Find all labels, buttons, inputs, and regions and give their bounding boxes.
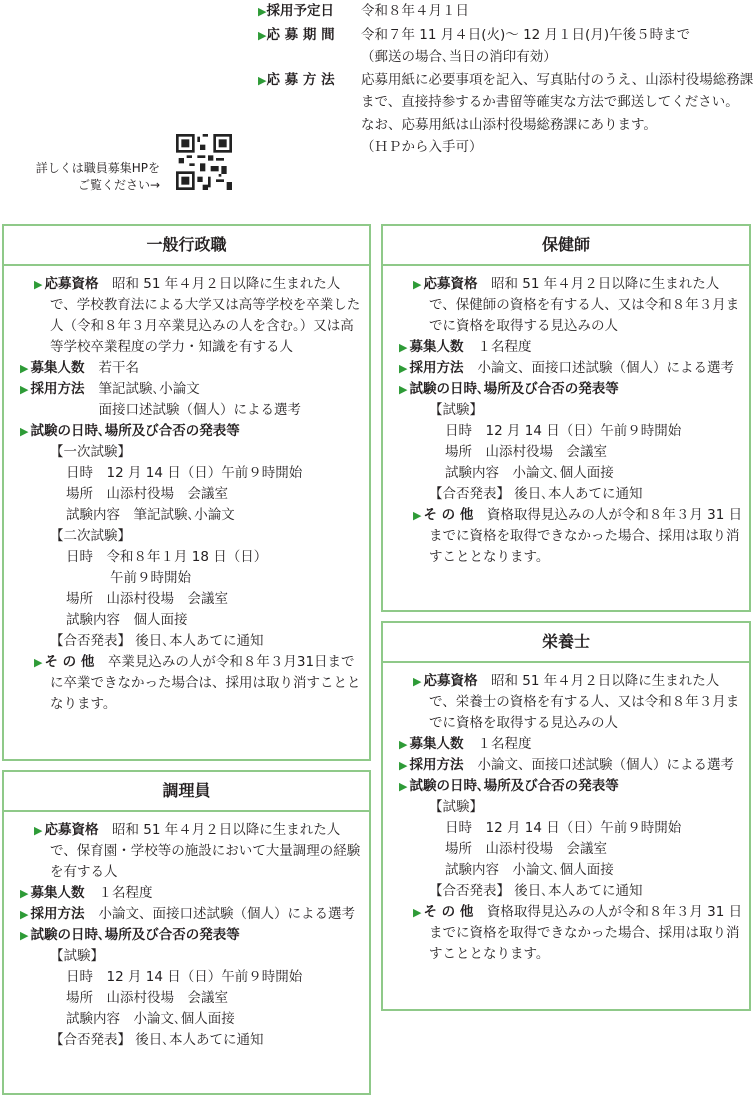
selection-method: ▶ 採用方法 小論文、面接口述試験（個人）による選考 <box>20 906 355 922</box>
info-row-period: ▶応 募 期 間 令和７年 11 月４日(火)～ 12 月１日(月)午後５時まで （郵送の場合､当日の消印有効） <box>258 26 691 65</box>
recruit-count: ▶ 募集人数 若干名 <box>20 360 139 376</box>
info-row-method: ▶応 募 方 法 応募用紙に必要事項を記入、写真貼付のうえ、山添村役場総務課まで、直接持参するか書留等確実な方法で郵送してください。 なお、応募用紙は山添村役場総務課にあります。 （ＨＰから入手可） <box>258 71 754 155</box>
selection-method: ▶ 採用方法 小論文、面接口述試験（個人）による選考 <box>399 757 734 773</box>
triangle-icon: ▶ <box>413 675 422 688</box>
box-dietitian: 栄養士 ▶ 応募資格 昭和 51 年４月２日以降に生まれた人で、栄養士の資格を有する人、又は令和８年３月までに資格を取得する見込みの人 ▶ 募集人数 １名程度 ▶ 採用方法 小論文、面接口述試験（個人）による選考 ▶ 試験の日時､場所及び合否の発表等 【試験】 日時 12 月 14 日（日）午前９時開始 場所 山添村役場 会議室 試験内容 小論文､個人面接 【合否発表】 後日､本人あてに通知 ▶ そ の 他 資格取得見込みの人が令和８年３月 31 日までに資格を取得できなかった場合、採用は取り消すこととなります。 <box>381 621 751 1011</box>
box-general-administration: 一般行政職 ▶ 応募資格 昭和 51 年４月２日以降に生まれた人で、学校教育法による大学又は高等学校を卒業した人（令和８年３月卒業見込みの人を含む。）又は高等学校卒業程度の学力・知識を有する人 ▶ 募集人数 若干名 ▶ 採用方法 筆記試験､小論文 面接口述試験（個人）による選考 ▶ 試験の日時､場所及び合否の発表等 【一次試験】 日時 12 月 14 日（日）午前９時開始 場所 山添村役場 会議室 試験内容 筆記試験､小論文 【二次試験】 日時 令和８年１月 18 日（日） 午前９時開始 場所 山添村役場 会議室 試験内容 個人面接 【合否発表】 後日､本人あてに通知 ▶ そ の 他 卒業見込みの人が令和８年３月31日までに卒業できなかった場合は、採用は取り消すこととなります。 <box>2 224 371 761</box>
box-public-health-nurse: 保健師 ▶ 応募資格 昭和 51 年４月２日以降に生まれた人で、保健師の資格を有する人、又は令和８年３月までに資格を取得する見込みの人 ▶ 募集人数 １名程度 ▶ 採用方法 小論文、面接口述試験（個人）による選考 ▶ 試験の日時､場所及び合否の発表等 【試験】 日時 12 月 14 日（日）午前９時開始 場所 山添村役場 会議室 試験内容 小論文､個人面接 【合否発表】 後日､本人あてに通知 ▶ そ の 他 資格取得見込みの人が令和８年３月 31 日までに資格を取得できなかった場合、採用は取り消すこととなります。 <box>381 224 751 612</box>
triangle-icon: ▶ <box>258 5 267 18</box>
recruit-count: ▶ 募集人数 １名程度 <box>399 339 532 355</box>
triangle-icon: ▶ <box>34 656 43 669</box>
triangle-icon: ▶ <box>258 28 267 42</box>
triangle-icon: ▶ <box>399 341 408 354</box>
triangle-icon: ▶ <box>399 759 408 772</box>
triangle-icon: ▶ <box>413 278 422 291</box>
triangle-icon: ▶ <box>20 929 29 942</box>
box-title: 保健師 <box>383 226 749 266</box>
triangle-icon: ▶ <box>413 906 422 919</box>
box-cook: 調理員 ▶ 応募資格 昭和 51 年４月２日以降に生まれた人で、保育園・学校等の施設において大量調理の経験を有する人 ▶ 募集人数 １名程度 ▶ 採用方法 小論文、面接口述試験（個人）による選考 ▶ 試験の日時､場所及び合否の発表等 【試験】 日時 12 月 14 日（日）午前９時開始 場所 山添村役場 会議室 試験内容 小論文､個人面接 【合否発表】 後日､本人あてに通知 <box>2 770 371 1095</box>
triangle-icon: ▶ <box>20 908 29 921</box>
triangle-icon: ▶ <box>20 362 29 375</box>
exam-heading: ▶ 試験の日時､場所及び合否の発表等 <box>399 778 619 794</box>
triangle-icon: ▶ <box>20 383 29 396</box>
selection-method: ▶ 採用方法 筆記試験､小論文 面接口述試験（個人）による選考 <box>20 381 301 418</box>
triangle-icon: ▶ <box>399 780 408 793</box>
recruit-count: ▶ 募集人数 １名程度 <box>20 885 153 901</box>
recruit-count: ▶ 募集人数 １名程度 <box>399 736 532 752</box>
info-row-start-date: ▶採用予定日 令和８年４月１日 <box>258 3 469 19</box>
triangle-icon: ▶ <box>399 738 408 751</box>
triangle-icon: ▶ <box>399 362 408 375</box>
exam-heading: ▶ 試験の日時､場所及び合否の発表等 <box>20 927 240 943</box>
qualification: ▶ 応募資格 昭和 51 年４月２日以降に生まれた人で、保育園・学校等の施設において大量調理の経験を有する人 <box>34 822 361 880</box>
qr-code-icon[interactable] <box>176 134 232 190</box>
other-notes: ▶ そ の 他 資格取得見込みの人が令和８年３月 31 日までに資格を取得できなかった場合、採用は取り消すこととなります。 <box>413 507 743 565</box>
triangle-icon: ▶ <box>34 824 43 837</box>
box-title: 一般行政職 <box>4 226 369 266</box>
application-info <box>258 0 755 159</box>
triangle-icon: ▶ <box>34 278 43 291</box>
qualification: ▶ 応募資格 昭和 51 年４月２日以降に生まれた人で、栄養士の資格を有する人、又は令和８年３月までに資格を取得する見込みの人 <box>413 673 740 731</box>
qr-caption: 詳しくは職員募集HPを ご覧ください→ <box>35 161 160 192</box>
qualification: ▶ 応募資格 昭和 51 年４月２日以降に生まれた人で、学校教育法による大学又は高等学校を卒業した人（令和８年３月卒業見込みの人を含む。）又は高等学校卒業程度の学力・知識を有する人 <box>34 276 361 355</box>
triangle-icon: ▶ <box>20 425 29 438</box>
triangle-icon: ▶ <box>20 887 29 900</box>
triangle-icon: ▶ <box>399 383 408 396</box>
qualification: ▶ 応募資格 昭和 51 年４月２日以降に生まれた人で、保健師の資格を有する人、又は令和８年３月までに資格を取得する見込みの人 <box>413 276 740 334</box>
other-notes: ▶ そ の 他 資格取得見込みの人が令和８年３月 31 日までに資格を取得できなかった場合、採用は取り消すこととなります。 <box>413 904 743 962</box>
other-notes: ▶ そ の 他 卒業見込みの人が令和８年３月31日までに卒業できなかった場合は、採用は取り消すこととなります。 <box>34 654 361 712</box>
box-title: 栄養士 <box>383 623 749 663</box>
triangle-icon: ▶ <box>413 509 422 522</box>
box-title: 調理員 <box>4 772 369 812</box>
selection-method: ▶ 採用方法 小論文、面接口述試験（個人）による選考 <box>399 360 734 376</box>
exam-heading: ▶ 試験の日時､場所及び合否の発表等 <box>20 423 240 439</box>
triangle-icon: ▶ <box>258 73 267 87</box>
exam-heading: ▶ 試験の日時､場所及び合否の発表等 <box>399 381 619 397</box>
